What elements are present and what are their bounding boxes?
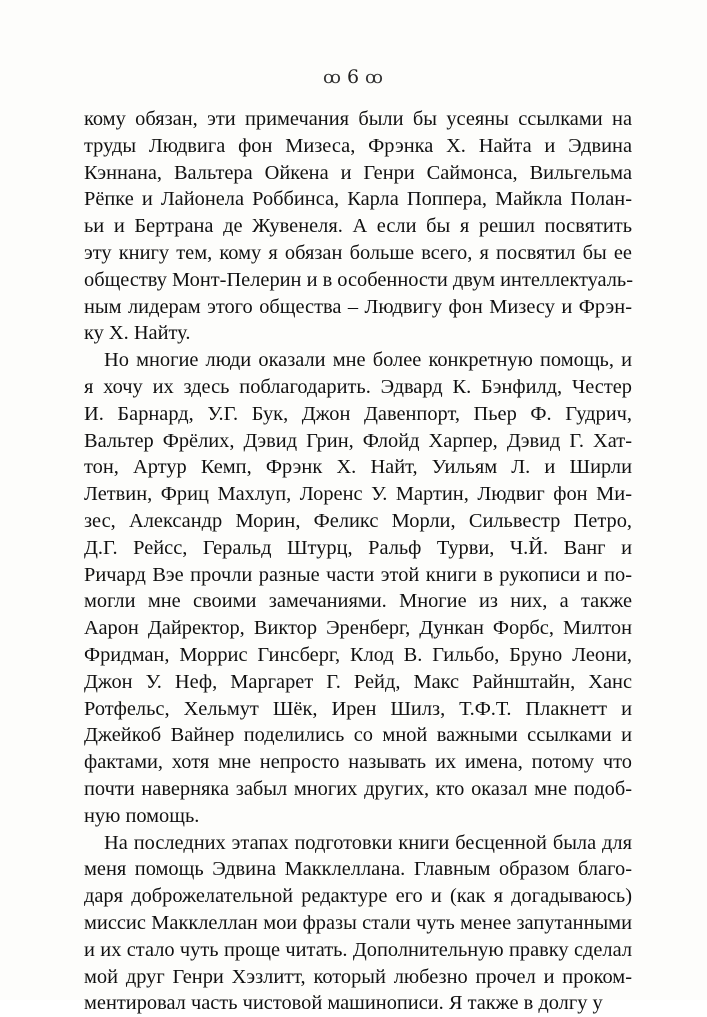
- ornament-right-icon: ꝏ: [365, 67, 385, 88]
- text-line: кому обязан, эти примечания были бы усеяны ссылками на: [84, 108, 632, 130]
- text-line: И. Барнард, У.Г. Бук, Джон Давенпорт, Пьер Ф. Гудрич,: [84, 402, 632, 425]
- text-line: миссис Макклеллан мои фразы стали чуть менее запутанными: [84, 911, 632, 934]
- text-line: меня помощь Эдвина Макклеллана. Главным образом благо-: [84, 858, 632, 881]
- text-line: ную помощь.: [84, 804, 200, 827]
- text-line: Д.Г. Рейсс, Геральд Штурц, Ральф Турви, Ч.Й. Ванг и: [84, 536, 632, 559]
- text-line: тон, Артур Кемп, Фрэнк Х. Найт, Уильям Л. и Ширли: [84, 456, 632, 479]
- text-line: и их стало чуть проще читать. Дополнительную правку сделал: [84, 938, 632, 961]
- text-line: почти наверняка забыл многих других, кто оказал мне подоб-: [84, 777, 632, 800]
- page-number: 6: [346, 66, 361, 88]
- ornament-left-icon: ꝏ: [322, 67, 342, 88]
- paragraph: [84, 106, 632, 347]
- text-line: Рёпке и Лайонела Роббинса, Карла Поппера, Майкла Полан-: [84, 188, 632, 211]
- text-line: Но многие люди оказали мне более конкретную помощь, и: [104, 349, 632, 372]
- text-line: На последних этапах подготовки книги бесценной была для: [104, 831, 632, 854]
- page-header: [0, 66, 707, 88]
- text-line: мой друг Генри Хэзлитт, который любезно прочел и проком-: [84, 965, 632, 988]
- text-line: Аарон Дайректор, Виктор Эренберг, Дункан Форбс, Милтон: [84, 617, 632, 640]
- text-line: Ричард Вэе прочли разные части этой книги в рукописи и по-: [84, 563, 632, 586]
- text-line: труды Людвига фон Мизеса, Фрэнка Х. Найта и Эдвина: [84, 134, 632, 157]
- text-line: я хочу их здесь поблагодарить. Эдвард К. Бэнфилд, Честер: [84, 375, 632, 398]
- text-line: ьи и Бертрана де Жувенеля. А если бы я решил посвятить: [84, 215, 632, 238]
- text-line: обществу Монт-Пелерин и в особенности двум интеллектуаль-: [84, 268, 634, 291]
- text-line: Кэннана, Вальтера Ойкена и Генри Саймонса, Вильгельма: [84, 161, 632, 184]
- text-line: Фридман, Моррис Гинсберг, Клод В. Гильбо, Бруно Леони,: [84, 643, 632, 666]
- text-line: Джейкоб Вайнер поделились со мной важными ссылками и: [84, 724, 632, 747]
- paragraph: [84, 347, 632, 829]
- text-line: могли мне своими замечаниями. Многие из них, а также: [84, 590, 632, 613]
- text-line: ментировал часть чистовой машинописи. Я также в долгу у: [84, 992, 603, 1015]
- body-text: [84, 106, 632, 1017]
- text-line: эту книгу тем, кому я обязан больше всего, я посвятил бы ее: [84, 241, 632, 264]
- text-line: ным лидерам этого общества – Людвигу фон Мизесу и Фрэн-: [84, 295, 632, 318]
- text-line: зес, Александр Морин, Феликс Морли, Сильвестр Петро,: [84, 509, 632, 532]
- text-line: Ротфельс, Хельмут Шёк, Ирен Шилз, Т.Ф.Т. Плакнетт и: [84, 697, 632, 720]
- text-line: Летвин, Фриц Махлуп, Лоренс У. Мартин, Людвиг фон Ми-: [84, 483, 632, 506]
- text-line: Джон У. Неф, Маргарет Г. Рейд, Макс Райнштайн, Ханс: [84, 670, 632, 693]
- text-line: фактами, хотя мне непросто называть их имена, потому что: [84, 751, 632, 774]
- text-line: даря доброжелательной редактуре его и (как я догадываюсь): [84, 885, 632, 908]
- paragraph: [84, 830, 632, 1017]
- text-line: Вальтер Фрёлих, Дэвид Грин, Флойд Харпер, Дэвид Г. Хат-: [84, 429, 632, 452]
- text-line: ку Х. Найту.: [84, 322, 191, 345]
